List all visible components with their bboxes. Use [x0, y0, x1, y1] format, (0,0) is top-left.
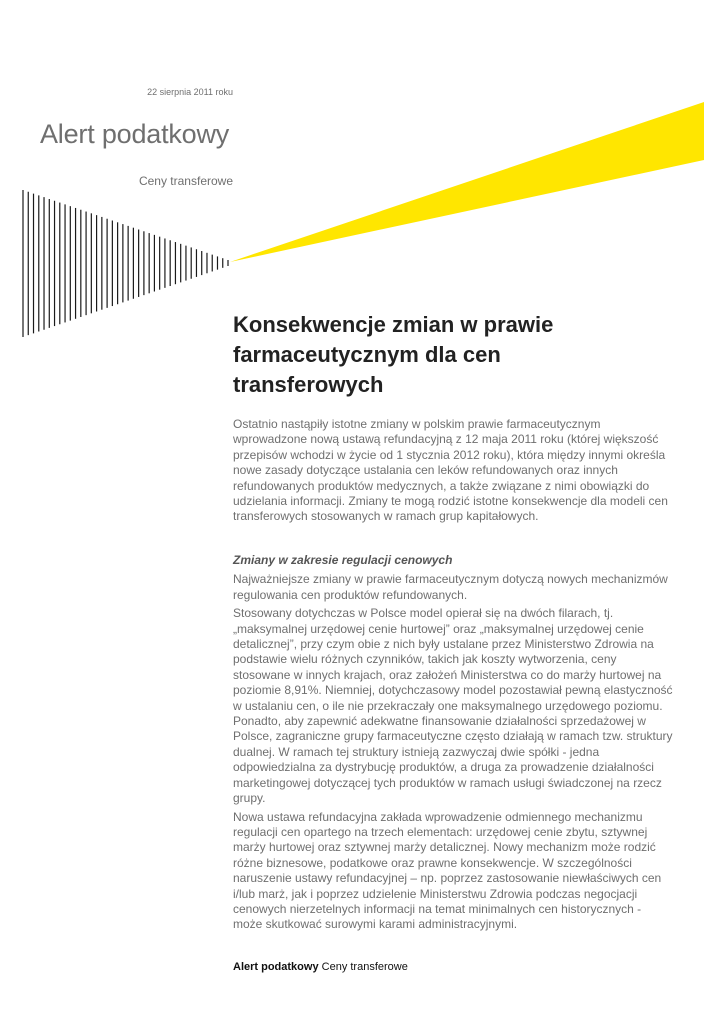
- section-paragraph-3: Nowa ustawa refundacyjna zakłada wprowadzenie odmiennego mechanizmu regulacji cen opartego na trzech elementach: urzędowej cenie zbytu, sztywnej marży hurtowej oraz sztywnej marży detalicznej. Nowy mechanizm może rodzić różne biznesowe, podatkowe oraz prawne konsekwencje. W szczególności naruszenie ustawy refundacyjnej – np. poprzez zastosowanie niewłaściwych cen i/lub marż, jak i poprzez udzielenie Ministerstwu Zdrowia podczas negocjacji cenowych nierzetelnych informacji na temat minimalnych cen historycznych - może skutkować surowymi karami administracyjnymi.: [233, 809, 662, 932]
- decorative-graphic: [0, 0, 724, 340]
- section-heading: Zmiany w zakresie regulacji cenowych: [233, 553, 453, 567]
- footer-bold-label: Alert podatkowy: [233, 961, 319, 973]
- yellow-beam-shape: [230, 102, 704, 262]
- section-price-regulation: [233, 553, 673, 936]
- footer: [233, 961, 408, 973]
- section-paragraph-2: Stosowany dotychczas w Polsce model opierał się na dwóch filarach, tj. „maksymalnej urzędowej cenie hurtowej” oraz „maksymalnej urzędowej cenie detalicznej”, przy czym obie z nich były ustalane przez Ministerstwo Zdrowia na podstawie wielu różnych czynników, takich jak koszty wytworzenia, ceny stosowane w innych krajach, oraz założeń Ministerstwa co do marży hurtowej na poziomie 8,91%. Niemniej, dotychczasowy model pozostawiał pewną elastyczność w ustalaniu cen, o ile nie przekraczały one maksymalnego urzędowego poziomu. Ponadto, aby zapewnić adekwatne finansowanie działalności sprzedażowej w Polsce, zagraniczne grupy farmaceutyczne często działają w ramach tzw. struktury dualnej. W ramach tej struktury istnieją zazwyczaj dwie spółki - jedna odpowiedzialna za dystrybucję produktów, a druga za prowadzenie działalności marketingowej dotyczącej tych produktów w ramach usługi świadczonej na rzecz grupy.: [233, 606, 673, 806]
- article-intro: Ostatnio nastąpiły istotne zmiany w polskim prawie farmaceutycznym wprowadzone nową ustawą refundacyjną z 12 maja 2011 roku (której większość przepisów wchodzi w życie od 1 stycznia 2012 roku), która między innymi określa nowe zasady dotyczące ustalania cen leków refundowanych oraz innych refundowanych produktów medycznych, a także związane z nimi obowiązki do udzielania informacji. Zmiany te mogą rodzić istotne konsekwencje dla modeli cen transferowych stosowanych w ramach grup kapitałowych.: [233, 417, 668, 524]
- section-paragraph-1: Najważniejsze zmiany w prawie farmaceutycznym dotyczą nowych mechanizmów regulowania cen produktów refundowanych.: [233, 572, 668, 602]
- vertical-lines-fan: [23, 190, 228, 337]
- document-title: Alert podatkowy: [40, 119, 230, 149]
- document-subtitle: Ceny transferowe: [138, 174, 233, 188]
- date-label: 22 sierpnia 2011 roku: [147, 87, 233, 97]
- article-title: Konsekwencje zmian w prawie farmaceutycznym dla cen transferowych: [233, 312, 554, 397]
- footer-label: Ceny transferowe: [318, 961, 408, 973]
